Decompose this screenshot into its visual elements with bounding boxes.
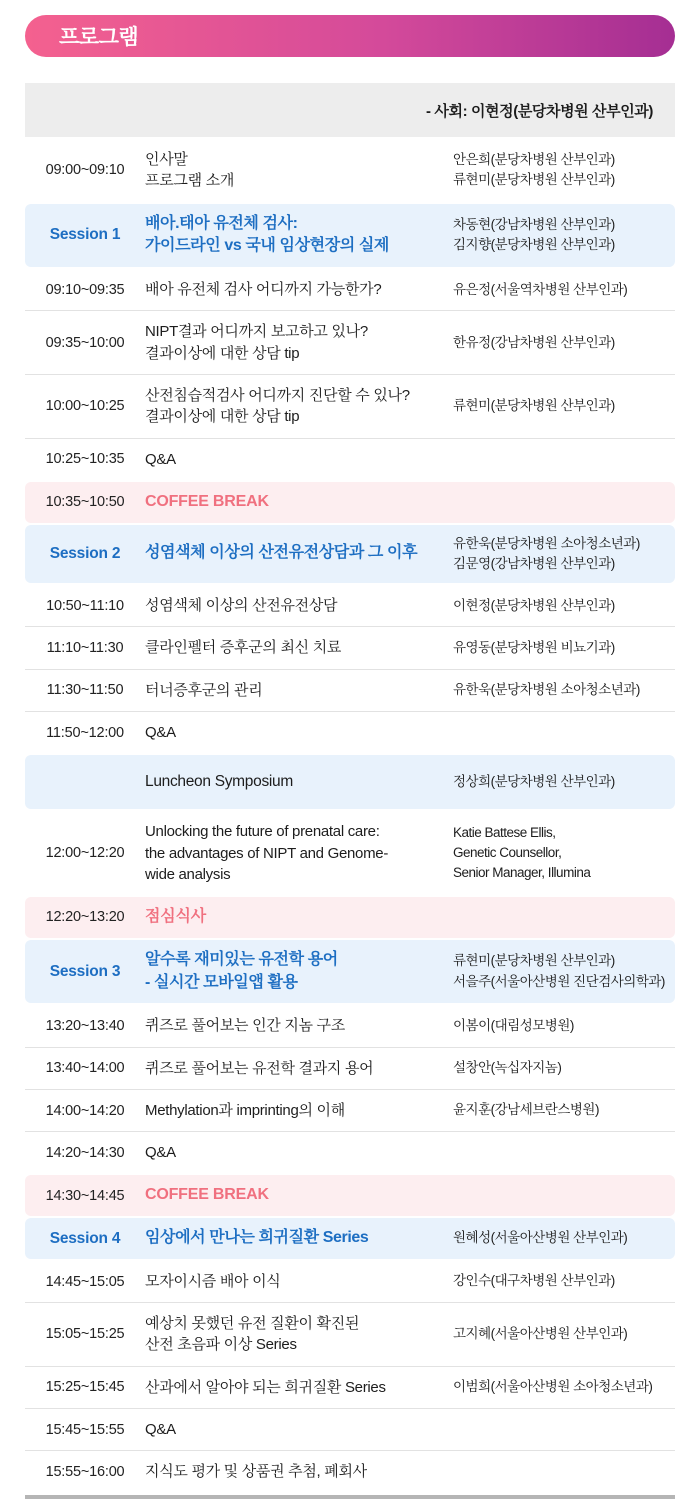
time-cell: 14:45~15:05 [45, 1273, 125, 1290]
content-line: 퀴즈로 풀어보는 인간 지놈 구조 [145, 1017, 345, 1035]
time-cell: 10:25~10:35 [45, 451, 125, 468]
time-cell: 09:35~10:00 [45, 334, 125, 351]
speaker-line: Senior Manager, Illumina [453, 865, 591, 881]
speaker-line: 강인수(대구차병원 산부인과) [453, 1273, 615, 1289]
program-banner [25, 15, 675, 57]
speaker-line: 한유정(강남차병원 산부인과) [453, 334, 615, 350]
speaker-cell [453, 596, 675, 616]
time-cell: 15:45~15:55 [45, 1421, 125, 1438]
content-line: 결과이상에 대한 상담 tip [145, 344, 300, 362]
content-line: 배아.태아 유전체 검사: [145, 214, 298, 232]
speaker-cell [453, 1271, 675, 1291]
time-cell: 09:00~09:10 [45, 162, 125, 179]
speaker-line: Genetic Counsellor, [453, 845, 562, 861]
speaker-line: 유은정(서울역차병원 산부인과) [453, 281, 628, 297]
speaker-line: 이범희(서울아산병원 소아청소년과) [453, 1379, 653, 1395]
time-cell: 11:50~12:00 [46, 724, 124, 741]
speaker-line: 류현미(분당차병원 산부인과) [453, 172, 615, 188]
speaker-line: 이봄이(대림성모병원) [453, 1017, 574, 1033]
speaker-line: 김문영(강남차병원 산부인과) [453, 555, 615, 571]
content-line: COFFEE BREAK [145, 1186, 269, 1204]
content-line: 배아 유전체 검사 어디까지 가능한가? [145, 281, 382, 299]
time-cell: 11:10~11:30 [46, 639, 124, 656]
speaker-line: 유영동(분당차병원 비뇨기과) [453, 639, 615, 655]
speaker-cell [453, 680, 675, 700]
content-line: Q&A [145, 723, 176, 741]
session-row [25, 525, 675, 584]
speaker-cell [453, 1100, 675, 1120]
content-cell [145, 1419, 453, 1440]
content-line: 알수록 재미있는 유전학 용어 [145, 950, 338, 968]
time-cell: 11:30~11:50 [46, 682, 124, 699]
speaker-cell [453, 1016, 675, 1036]
content-cell [145, 449, 453, 470]
speaker-cell [453, 823, 675, 884]
time-cell: 15:55~16:00 [45, 1464, 125, 1481]
schedule-row [25, 1408, 675, 1450]
schedule-row [25, 626, 675, 668]
schedule-row [25, 811, 675, 895]
content-cell [145, 1227, 453, 1250]
schedule-row [25, 1366, 675, 1408]
time-cell: 14:00~14:20 [45, 1102, 125, 1119]
break-row [25, 1175, 675, 1216]
content-cell [145, 321, 453, 364]
speaker-line: 차동현(강남차병원 산부인과) [453, 217, 615, 233]
content-line: 인사말 [145, 151, 188, 168]
content-line: 임상에서 만나는 희귀질환 Series [145, 1229, 369, 1247]
content-cell [145, 385, 453, 428]
content-cell [145, 595, 453, 616]
speaker-line: 서을주(서울아산병원 진단검사의학과) [453, 973, 665, 989]
content-line: 산전침습적검사 어디까지 진단할 수 있나? [145, 386, 410, 404]
speaker-line: 류현미(분당차병원 산부인과) [453, 398, 615, 414]
content-line: Unlocking the future of prenatal care: [145, 823, 380, 841]
content-cell [145, 1313, 453, 1356]
session-row [25, 204, 675, 267]
time-cell: 14:20~14:30 [45, 1144, 125, 1161]
time-cell: 15:25~15:45 [45, 1379, 125, 1396]
content-line: 프로그램 소개 [145, 172, 235, 190]
speaker-cell [453, 638, 675, 658]
content-line: Q&A [145, 450, 176, 468]
break-row [25, 482, 675, 523]
content-line: the advantages of NIPT and Genome- [145, 844, 389, 862]
speaker-line: 이현정(분당차병원 산부인과) [453, 597, 615, 613]
content-line: - 실시간 모바일앱 활용 [145, 973, 298, 991]
content-cell [145, 149, 453, 192]
content-cell [145, 949, 453, 994]
session-row [25, 1218, 675, 1259]
speaker-line: 정상희(분당차병원 산부인과) [453, 774, 615, 790]
speaker-line: 유한욱(분당차병원 소아청소년과) [453, 682, 640, 698]
content-line: 성염색체 이상의 산전유전상담 [145, 597, 338, 615]
content-line: 지식도 평가 및 상품권 추첨, 폐회사 [145, 1463, 367, 1481]
content-cell [145, 1100, 453, 1121]
speaker-cell [453, 772, 675, 792]
speaker-line: 유한욱(분당차병원 소아청소년과) [453, 535, 640, 551]
content-line: NIPT결과 어디까지 보고하고 있나? [145, 323, 368, 341]
content-line: 결과이상에 대한 상담 tip [145, 408, 300, 426]
content-line: wide analysis [145, 865, 231, 883]
schedule-row [25, 1047, 675, 1089]
speaker-cell [453, 534, 675, 575]
content-line: 점심식사 [145, 908, 207, 926]
schedule-row [25, 711, 675, 753]
schedule-row [25, 438, 675, 480]
speaker-cell [453, 1377, 675, 1397]
schedule-row [25, 1261, 675, 1302]
content-line: 모자이시즘 배아 이식 [145, 1272, 281, 1290]
speaker-cell [453, 280, 675, 300]
speaker-cell [453, 215, 675, 256]
content-cell [145, 1142, 453, 1163]
speaker-line: 윤지훈(강남세브란스병원) [453, 1102, 599, 1118]
content-line: Methylation과 imprinting의 이해 [145, 1101, 345, 1119]
content-cell [145, 1184, 453, 1207]
content-line: Q&A [145, 1144, 176, 1162]
session-row [25, 940, 675, 1003]
time-cell: 10:50~11:10 [46, 597, 124, 614]
moderator-text: - 사회: 이현정(분당차병원 산부인과) [426, 102, 653, 120]
session-label: Session 2 [49, 544, 121, 562]
speaker-cell [453, 951, 675, 992]
luncheon-row [25, 755, 675, 809]
speaker-line: 류현미(분당차병원 산부인과) [453, 953, 615, 969]
speaker-line: 설창안(녹십자지놈) [453, 1060, 562, 1076]
speaker-cell [453, 333, 675, 353]
time-cell: 12:20~13:20 [45, 909, 125, 926]
schedule-row [25, 1302, 675, 1366]
content-cell [145, 1015, 453, 1036]
schedule-row [25, 310, 675, 374]
schedule-row [25, 1131, 675, 1173]
content-cell [145, 680, 453, 701]
program-banner-title: 프로그램 [59, 26, 139, 49]
speaker-line: 안은희(분당차병원 산부인과) [453, 152, 615, 168]
speaker-cell [453, 1228, 675, 1248]
content-line: Q&A [145, 1421, 176, 1439]
content-cell [145, 906, 453, 929]
content-cell [145, 722, 453, 743]
moderator-bar [25, 83, 675, 137]
speaker-cell [453, 1324, 675, 1344]
speaker-line: Katie Battese Ellis, [453, 824, 556, 840]
content-line: COFFEE BREAK [145, 492, 269, 510]
schedule-row [25, 139, 675, 202]
content-cell [145, 637, 453, 658]
break-row [25, 897, 675, 938]
content-line: 성염색체 이상의 산전유전상담과 그 이후 [145, 544, 418, 562]
speaker-cell [453, 1058, 675, 1078]
content-cell [145, 1461, 453, 1482]
session-label: Session 4 [49, 1229, 121, 1247]
content-line: 터너증후군의 관리 [145, 681, 263, 699]
table-bottom-rule [25, 1495, 675, 1499]
content-cell [145, 1271, 453, 1292]
content-line: 산과에서 알아야 되는 희귀질환 Series [145, 1378, 386, 1396]
content-cell [145, 279, 453, 300]
time-cell: 13:20~13:40 [45, 1017, 125, 1034]
content-cell [145, 491, 453, 514]
time-cell: 10:00~10:25 [45, 398, 125, 415]
content-line: 가이드라인 vs 국내 임상현장의 실제 [145, 237, 389, 255]
content-cell [145, 1058, 453, 1079]
time-cell: 15:05~15:25 [45, 1326, 125, 1343]
speaker-cell [453, 150, 675, 191]
schedule-row [25, 374, 675, 438]
schedule-row [25, 669, 675, 711]
schedule-row [25, 269, 675, 310]
time-cell: 10:35~10:50 [45, 494, 125, 511]
content-line: 산전 초음파 이상 Series [145, 1336, 297, 1354]
session-label: Session 1 [49, 226, 121, 244]
content-cell [145, 213, 453, 258]
time-cell: 13:40~14:00 [45, 1060, 125, 1077]
session-label: Session 3 [49, 962, 121, 980]
program-table [25, 139, 675, 1493]
time-cell: 09:10~09:35 [45, 281, 125, 298]
schedule-row [25, 1450, 675, 1492]
time-cell: 14:30~14:45 [45, 1187, 125, 1204]
content-cell [145, 821, 453, 885]
speaker-line: 원혜성(서울아산병원 산부인과) [453, 1230, 628, 1246]
content-cell [145, 542, 453, 565]
content-cell [145, 771, 453, 793]
schedule-row [25, 1005, 675, 1046]
content-line: 퀴즈로 풀어보는 유전학 결과지 용어 [145, 1059, 374, 1077]
content-line: 클라인펠터 증후군의 최신 치료 [145, 639, 342, 657]
schedule-row [25, 585, 675, 626]
speaker-line: 김지향(분당차병원 산부인과) [453, 237, 615, 253]
speaker-cell [453, 396, 675, 416]
speaker-line: 고지혜(서울아산병원 산부인과) [453, 1326, 628, 1342]
schedule-row [25, 1089, 675, 1131]
time-cell: 12:00~12:20 [45, 845, 125, 862]
content-line: Luncheon Symposium [145, 773, 293, 791]
content-cell [145, 1377, 453, 1398]
content-line: 예상치 못했던 유전 질환이 확진된 [145, 1315, 360, 1333]
